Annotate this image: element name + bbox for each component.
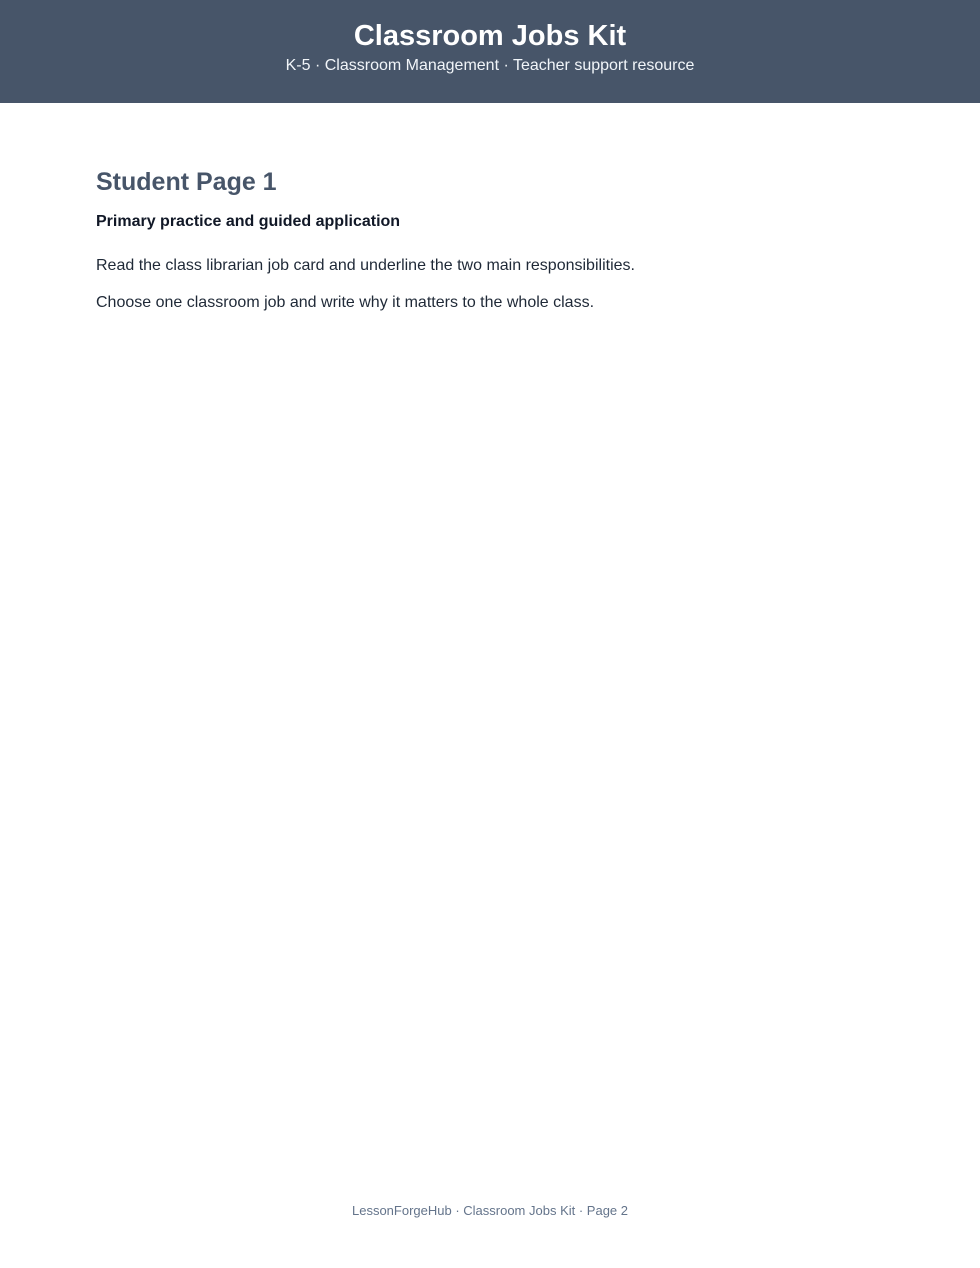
main-content <box>96 165 886 313</box>
instruction-2: Choose one classroom job and write why it matters to the whole class. <box>96 294 595 311</box>
instruction-1: Read the class librarian job card and underline the two main responsibilities. <box>96 257 635 274</box>
page-title: Student Page 1 <box>96 168 277 196</box>
document-title: Classroom Jobs Kit <box>353 20 627 52</box>
section-subtitle: Primary practice and guided application <box>96 213 401 230</box>
page-footer: LessonForgeHub · Classroom Jobs Kit · Page 2 <box>351 1203 628 1218</box>
document-subtitle: K-5 · Classroom Management · Teacher support resource <box>285 57 695 74</box>
page-header <box>0 0 980 103</box>
